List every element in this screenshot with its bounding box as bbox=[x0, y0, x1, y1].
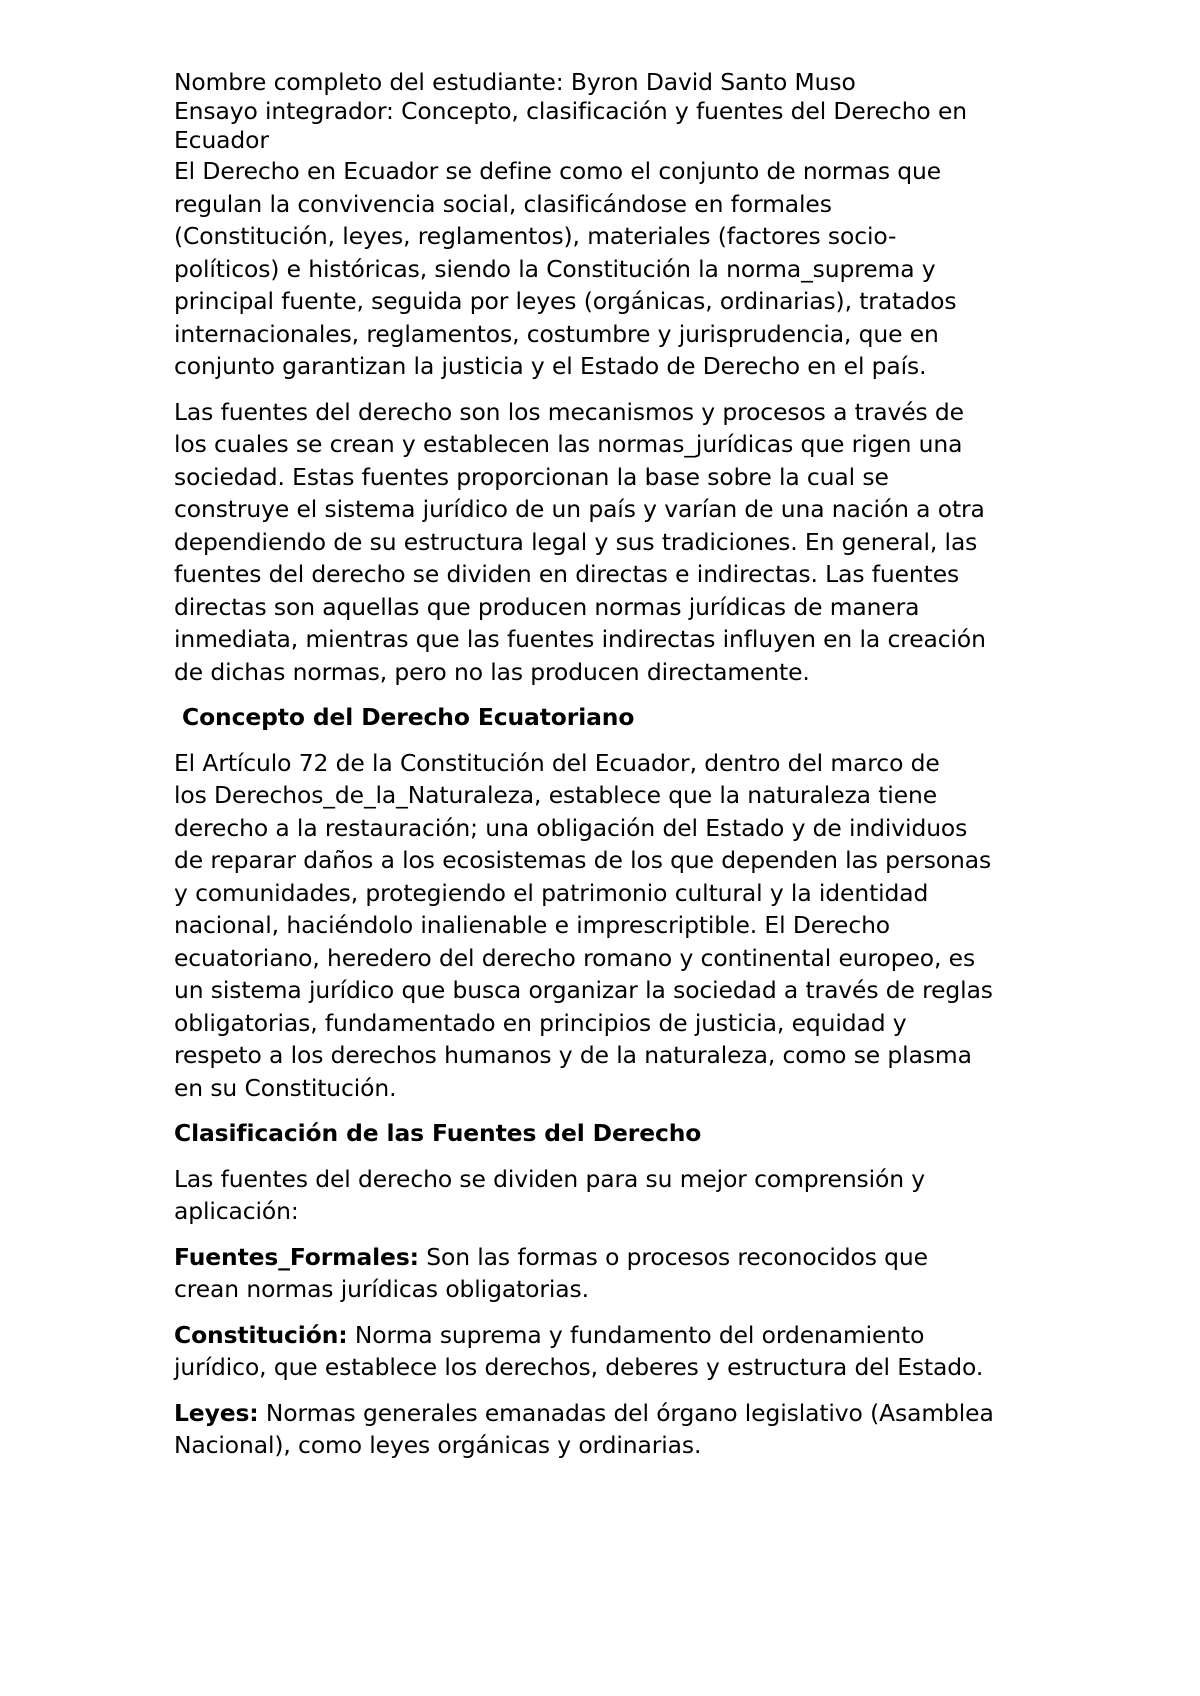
paragraph-line: ecuatoriano, heredero del derecho romano y continental europeo, es bbox=[174, 943, 976, 972]
essay-title-line-2: Ecuador bbox=[174, 126, 269, 154]
paragraph-line: los Derechos_de_la_Naturaleza, establece que la naturaleza tiene bbox=[174, 781, 938, 809]
definition-text: Normas generales emanadas del órgano legislativo (Asamblea bbox=[258, 1398, 994, 1427]
section-heading-clasificacion: Clasificación de las Fuentes del Derecho bbox=[174, 1119, 702, 1147]
paragraph-line: derecho a la restauración; una obligación del Estado y de individuos bbox=[174, 813, 968, 842]
paragraph-line: (Constitución, leyes, reglamentos), materiales (factores socio- bbox=[174, 222, 897, 250]
definition-text: Norma suprema y fundamento del ordenamiento bbox=[347, 1320, 925, 1349]
essay-title-line-1: Ensayo integrador: Concepto, clasificación y fuentes del Derecho en bbox=[174, 97, 967, 125]
paragraph-line: aplicación: bbox=[174, 1197, 299, 1225]
paragraph-line: construye el sistema jurídico de un país y varían de una nación a otra bbox=[174, 495, 985, 523]
paragraph-line: inmediata, mientras que las fuentes indirectas influyen en la creación bbox=[174, 625, 986, 653]
paragraph-line: conjunto garantizan la justicia y el Estado de Derecho en el país. bbox=[174, 352, 927, 380]
paragraph-line: internacionales, reglamentos, costumbre y jurisprudencia, que en bbox=[174, 319, 939, 348]
fuentes-paragraph bbox=[174, 396, 1044, 689]
paragraph-line: en su Constitución. bbox=[174, 1073, 397, 1102]
definition-fuentes-formales bbox=[174, 1241, 1044, 1306]
definition-line: crean normas jurídicas obligatorias. bbox=[174, 1275, 589, 1303]
student-name-line: Nombre completo del estudiante: Byron David Santo Muso bbox=[174, 68, 856, 96]
paragraph-line: regulan la convivencia social, clasificándose en formales bbox=[174, 189, 832, 218]
paragraph-line: El Artículo 72 de la Constitución del Ecuador, dentro del marco de bbox=[174, 748, 940, 777]
definition-constitucion bbox=[174, 1319, 1044, 1384]
section-heading-concepto: Concepto del Derecho Ecuatoriano bbox=[182, 703, 635, 731]
intro-paragraph bbox=[174, 155, 1044, 383]
definition-line bbox=[174, 1241, 1044, 1274]
definition-term: Leyes: bbox=[174, 1398, 259, 1427]
definition-text: Son las formas o procesos reconocidos que bbox=[418, 1242, 928, 1271]
concepto-paragraph bbox=[174, 747, 1044, 1105]
definition-term: Constitución: bbox=[174, 1320, 348, 1349]
paragraph-line: sociedad. Estas fuentes proporcionan la base sobre la cual se bbox=[174, 462, 889, 491]
paragraph-line: fuentes del derecho se dividen en directas e indirectas. Las fuentes bbox=[174, 560, 960, 588]
paragraph-line: de reparar daños a los ecosistemas de los que dependen las personas bbox=[174, 846, 992, 874]
paragraph-line: Las fuentes del derecho son los mecanismos y procesos a través de bbox=[174, 397, 964, 426]
paragraph-line: y comunidades, protegiendo el patrimonio cultural y la identidad bbox=[174, 878, 929, 907]
paragraph-line: directas son aquellas que producen normas jurídicas de manera bbox=[174, 592, 920, 621]
definition-line: Nacional), como leyes orgánicas y ordinarias. bbox=[174, 1431, 702, 1459]
definition-line bbox=[174, 1397, 1044, 1430]
paragraph-line: obligatorias, fundamentado en principios de justicia, equidad y bbox=[174, 1008, 907, 1037]
paragraph-line: los cuales se crean y establecen las normas_jurídicas que rigen una bbox=[174, 430, 963, 458]
document-page bbox=[174, 68, 1044, 1475]
definition-line bbox=[174, 1319, 1044, 1352]
paragraph-line: nacional, haciéndolo inalienable e imprescriptible. El Derecho bbox=[174, 911, 891, 939]
clasificacion-intro-paragraph bbox=[174, 1163, 1044, 1228]
paragraph-line: El Derecho en Ecuador se define como el conjunto de normas que bbox=[174, 157, 942, 185]
definition-leyes bbox=[174, 1397, 1044, 1462]
paragraph-line: respeto a los derechos humanos y de la naturaleza, como se plasma bbox=[174, 1041, 972, 1069]
document-header bbox=[174, 68, 1044, 155]
definition-term: Fuentes_Formales: bbox=[174, 1242, 419, 1271]
definition-line: jurídico, que establece los derechos, deberes y estructura del Estado. bbox=[174, 1353, 984, 1381]
paragraph-line: principal fuente, seguida por leyes (orgánicas, ordinarias), tratados bbox=[174, 287, 957, 315]
paragraph-line: Las fuentes del derecho se dividen para su mejor comprensión y bbox=[174, 1164, 926, 1193]
paragraph-line: un sistema jurídico que busca organizar la sociedad a través de reglas bbox=[174, 976, 993, 1004]
paragraph-line: políticos) e históricas, siendo la Constitución la norma_suprema y bbox=[174, 254, 936, 283]
paragraph-line: dependiendo de su estructura legal y sus tradiciones. En general, las bbox=[174, 527, 978, 556]
paragraph-line: de dichas normas, pero no las producen directamente. bbox=[174, 657, 810, 686]
